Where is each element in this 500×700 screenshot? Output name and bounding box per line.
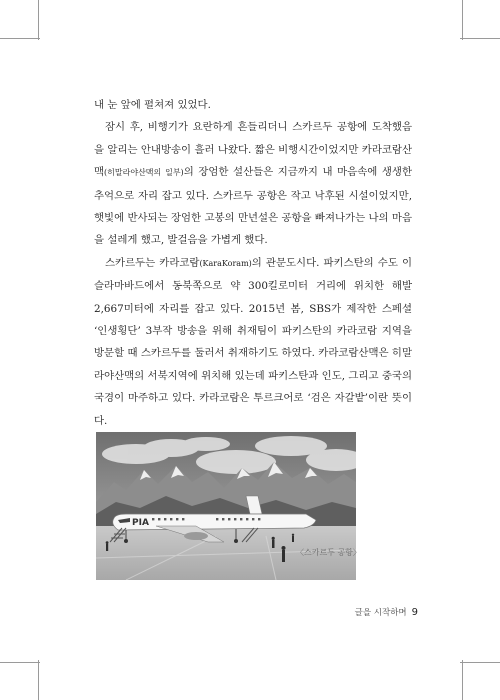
crop-mark	[462, 660, 463, 700]
photo-caption: 〈스카르두 공항〉	[296, 548, 361, 557]
text-run: 잠시 후, 비행기가 요란하게 흔들리더니 스카르두 공항에 도착했음을 알리는 안내방송이 흘러 나왔다. 짧은 비행시간이었지만 카라코람산맥	[94, 121, 412, 179]
crop-mark	[460, 662, 500, 663]
crop-mark	[460, 38, 500, 39]
crop-mark	[38, 0, 39, 40]
crop-mark	[0, 38, 40, 39]
text-run: 내 눈 앞에 펼쳐져 있었다.	[94, 99, 211, 111]
text-run: 의 관문도시다. 파키스탄의 수도 이슬라마바드에서 동북쪽으로 약 300킬로미터 거리에 위치한 해발 2,667미터에 자리를 잡고 있다. 2015년 봄, SBS가 제작한 스페셜 ‘인생횡단’ 3부작 방송을 위해 취재팀이 파키스탄의 카라코람 지역을 방문할 때 스카르두를 둘러서 취재하기도 하였다. 카라코람산맥은 히말라야산맥의 서북지역에 위치해 있는데 파키스탄과 인도, 그리고 중국의 국경이 마주하고 있다. 카라코람은 투르크어로 ‘검은 자갈밭’이란 뜻이다.	[94, 256, 412, 427]
crop-mark	[38, 660, 39, 700]
text-run: 스카르두는 카라코람	[105, 256, 200, 269]
text-run-small: (KaraKoram)	[199, 258, 252, 268]
text-run: 의 장엄한 설산들은 지금까지 내 마음속에 생생한 추억으로 자리 잡고 있다. 스카르두 공항은 작고 낙후된 시설이었지만, 햇빛에 반사되는 장엄한 고봉의 만년설은 공항을 빠져나가는 나의 마음을 설레게 했고, 발걸음을 가볍게 했다.	[94, 166, 413, 247]
body-text	[94, 94, 412, 432]
crop-mark	[0, 662, 40, 663]
crop-mark	[462, 0, 463, 40]
page-footer	[330, 606, 418, 618]
airplane-livery: PIA	[132, 518, 149, 528]
paragraph	[94, 116, 412, 251]
paragraph	[94, 94, 412, 116]
section-title: 글을 시작하며	[354, 608, 407, 618]
page-number: 9	[411, 607, 418, 618]
text-run-small: (히말라야산맥의 일부)	[104, 168, 184, 178]
paragraph	[94, 252, 412, 432]
